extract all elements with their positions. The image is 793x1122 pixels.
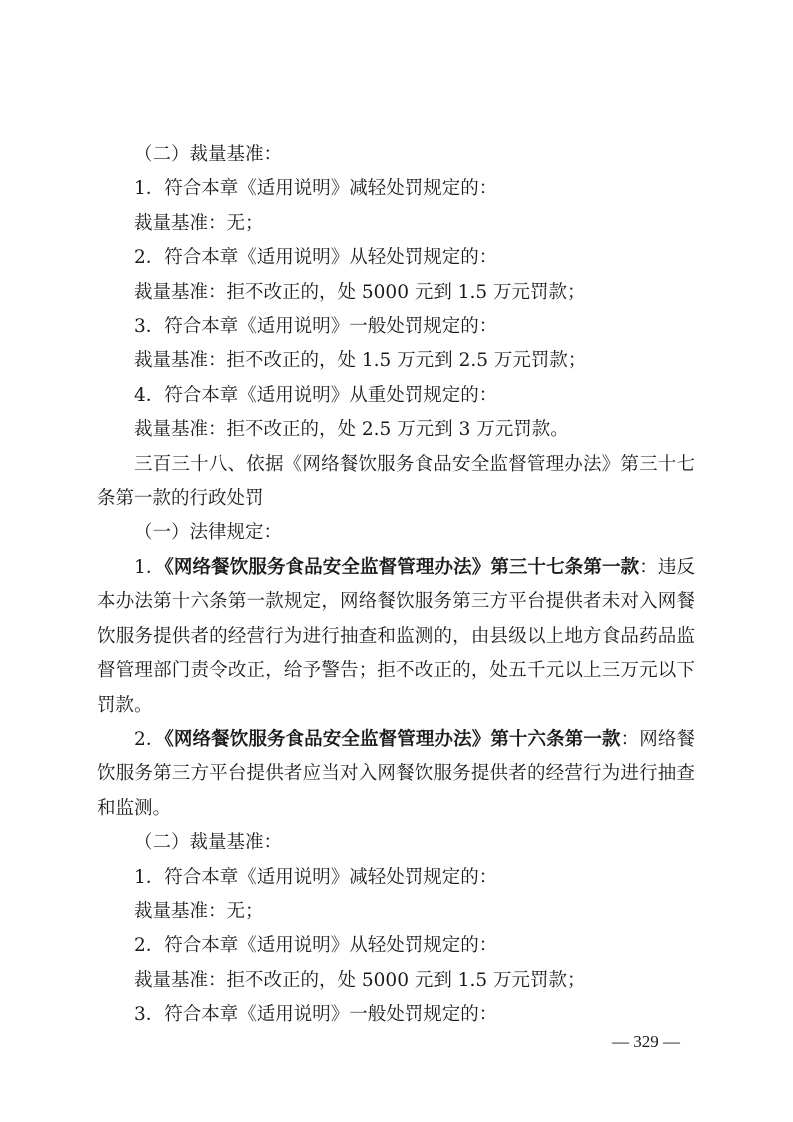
body-text — [97, 138, 695, 1033]
heading-legal-provisions: （一）法律规定： — [134, 522, 283, 544]
legal-provision-1 — [97, 551, 695, 723]
legal-provision-2 — [97, 723, 695, 826]
item-mitigated: 1．符合本章《适用说明》减轻处罚规定的： — [134, 178, 498, 200]
provision-1-citation: 《网络餐饮服务食品安全监督管理办法》第三十七条第一款 — [164, 556, 640, 578]
standard-lenient: 裁量基准：拒不改正的，处 5000 元到 1.5 万元罚款； — [134, 281, 586, 303]
provision-1-number: 1． — [134, 556, 165, 578]
item-lenient: 2．符合本章《适用说明》从轻处罚规定的： — [134, 247, 498, 269]
section-heading-338: 三百三十八、依据《网络餐饮服务食品安全监督管理办法》第三十七条第一款的行政处罚 — [97, 453, 695, 510]
standard-general: 裁量基准：拒不改正的，处 1.5 万元到 2.5 万元罚款； — [134, 350, 587, 372]
heading-discretion-standard: （二）裁量基准： — [134, 144, 283, 165]
standard-mitigated: 裁量基准：无； — [134, 212, 264, 234]
provision-2-citation: 《网络餐饮服务食品安全监督管理办法》第十六条第一款 — [164, 728, 621, 750]
standard-mitigated-2: 裁量基准：无； — [134, 900, 264, 922]
heading-discretion-standard-2: （二）裁量基准： — [134, 832, 283, 854]
provision-2-number: 2． — [134, 728, 165, 750]
item-lenient-2: 2．符合本章《适用说明》从轻处罚规定的： — [134, 935, 498, 957]
item-general: 3．符合本章《适用说明》一般处罚规定的： — [134, 316, 498, 338]
item-mitigated-2: 1．符合本章《适用说明》减轻处罚规定的： — [134, 866, 498, 888]
page-number: — 329 — — [612, 1032, 680, 1051]
standard-lenient-2: 裁量基准：拒不改正的，处 5000 元到 1.5 万元罚款； — [134, 969, 586, 991]
provision-1-text: ：违反本办法第十六条第一款规定，网络餐饮服务第三方平台提供者未对入网餐饮服务提供者的经营行为进行抽查和监测的，由县级以上地方食品药品监督管理部门责令改正，给予警告；拒不改正的，处五千元以上三万元以下罚款。 — [97, 556, 695, 716]
item-general-2: 3．符合本章《适用说明》一般处罚规定的： — [134, 1004, 498, 1026]
provision-2-text: ：网络餐饮服务第三方平台提供者应当对入网餐饮服务提供者的经营行为进行抽查和监测。 — [97, 728, 695, 819]
standard-severe: 裁量基准：拒不改正的，处 2.5 万元到 3 万元罚款。 — [134, 419, 569, 441]
item-severe: 4．符合本章《适用说明》从重处罚规定的： — [134, 384, 498, 406]
